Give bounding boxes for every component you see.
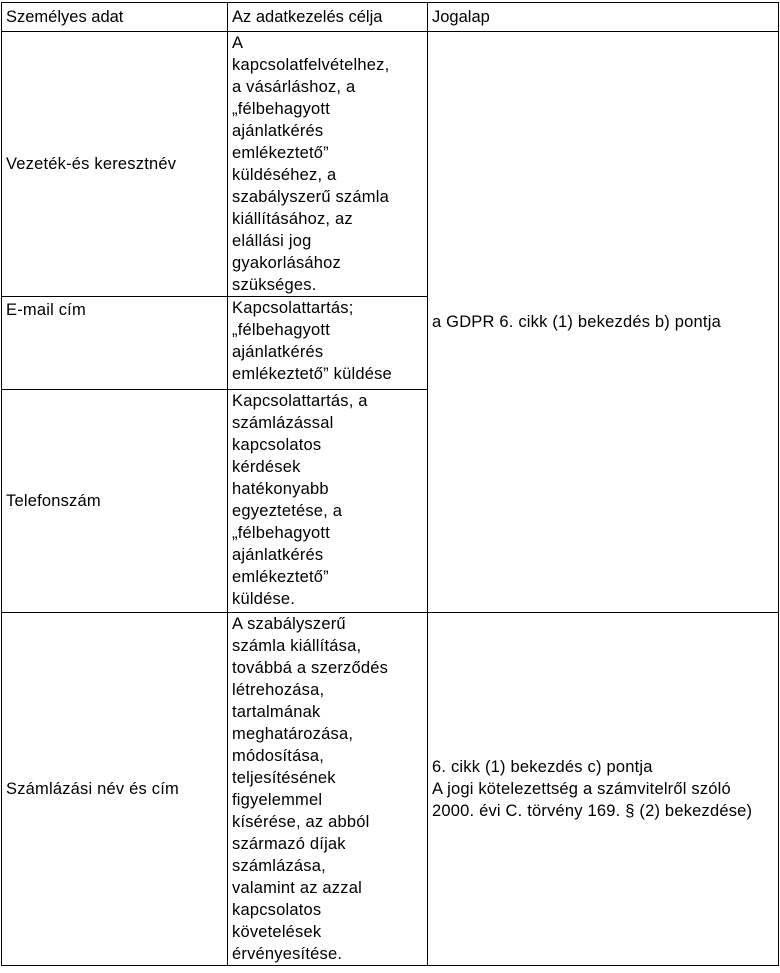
- personal-data-cell: E-mail cím: [2, 297, 228, 390]
- purpose-cell: Kapcsolattartás, a számlázással kapcsolatos kérdések hatékonyabb egyeztetése, a „félbehagyott ajánlatkérés emlékeztető” küldése.: [228, 390, 428, 613]
- legal-basis-cell: a GDPR 6. cikk (1) bekezdés b) pontja: [428, 32, 779, 613]
- legal-basis-gdpr-c: 6. cikk (1) bekezdés c) pontja: [432, 758, 653, 776]
- header-personal-data: Személyes adat: [2, 3, 228, 32]
- header-legal-basis: Jogalap: [428, 3, 779, 32]
- table-header-row: [2, 3, 779, 32]
- table-row: [2, 613, 779, 966]
- purpose-cell: Kapcsolattartás; „félbehagyott ajánlatkérés emlékeztető” küldése: [228, 297, 428, 390]
- personal-data-cell: Számlázási név és cím: [2, 613, 228, 966]
- purpose-cell: A kapcsolatfelvételhez, a vásárláshoz, a „félbehagyott ajánlatkérés emlékeztető” küldéséhez, a szabályszerű számla kiállításához, az elállási jog gyakorlásához szükséges.: [228, 32, 428, 297]
- legal-basis-accounting-act: A jogi kötelezettség a számvitelről szóló 2000. évi C. törvény 169. § (2) bekezdése): [432, 780, 753, 820]
- personal-data-cell: Telefonszám: [2, 390, 228, 613]
- legal-basis-cell: [428, 613, 779, 966]
- table-row: [2, 32, 779, 297]
- purpose-cell: A szabályszerű számla kiállítása, továbbá a szerződés létrehozása, tartalmának meghatározása, módosítása, teljesítésének figyelemmel kísérése, az abból származó díjak számlázása, valamint az azzal kapcsolatos követelések érvényesítése.: [228, 613, 428, 966]
- header-purpose: Az adatkezelés célja: [228, 3, 428, 32]
- personal-data-cell: Vezeték-és keresztnév: [2, 32, 228, 297]
- data-processing-table: [1, 2, 779, 966]
